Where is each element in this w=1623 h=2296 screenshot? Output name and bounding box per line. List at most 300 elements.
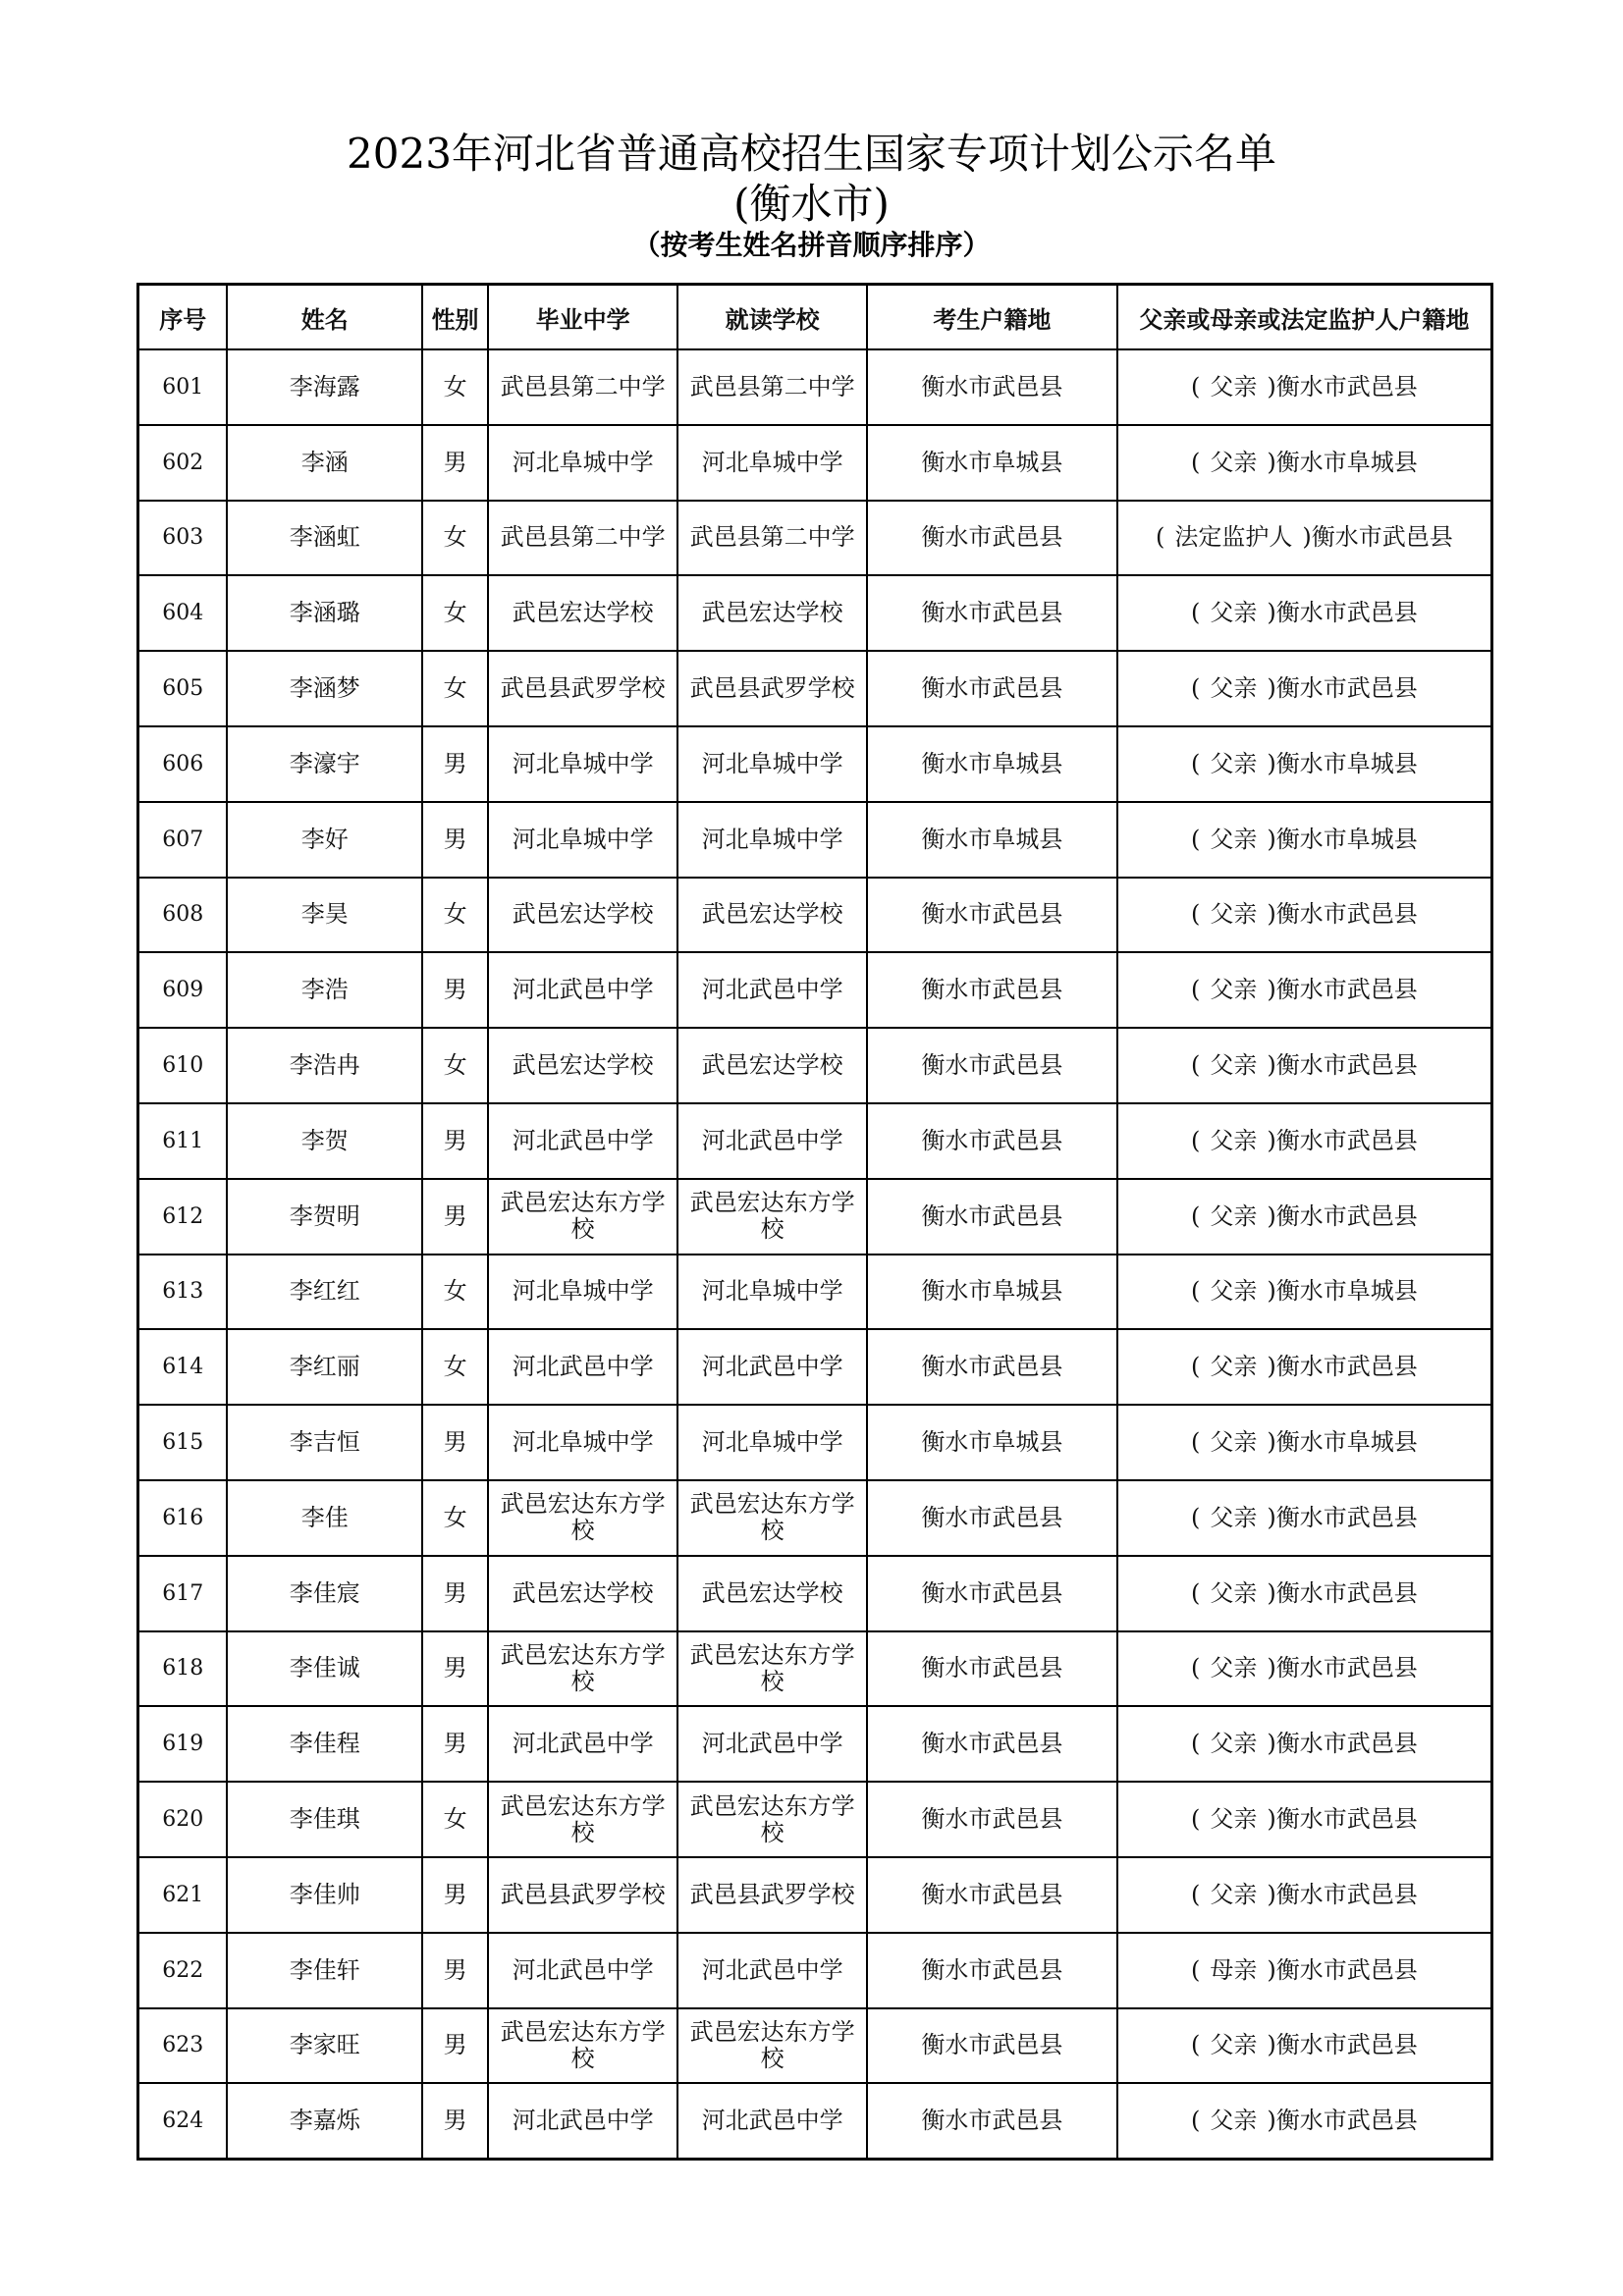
cell-name: 李佳 — [227, 1480, 422, 1556]
cell-hukou: 衡水市武邑县 — [867, 2083, 1117, 2159]
cell-grad-school: 河北阜城中学 — [488, 802, 677, 878]
cell-study-school: 武邑宏达东方学校 — [677, 1782, 867, 1857]
table-row — [138, 2083, 1492, 2159]
cell-grad-school: 武邑宏达东方学校 — [488, 1179, 677, 1255]
cell-grad-school: 武邑宏达东方学校 — [488, 1631, 677, 1707]
open-paren: ( — [1190, 1353, 1201, 1381]
cell-hukou: 衡水市武邑县 — [867, 2008, 1117, 2084]
cell-guardian-hukou — [1117, 1782, 1492, 1857]
cell-grad-school: 武邑县第二中学 — [488, 501, 677, 576]
guardian-relation: 父亲 — [1210, 599, 1258, 627]
close-paren: ) — [1267, 900, 1276, 929]
cell-study-school: 河北阜城中学 — [677, 1405, 867, 1480]
guardian-relation: 父亲 — [1210, 1503, 1258, 1531]
cell-no: 619 — [138, 1706, 228, 1782]
cell-no: 612 — [138, 1179, 228, 1255]
guardian-relation: 父亲 — [1210, 448, 1258, 476]
cell-guardian-hukou — [1117, 425, 1492, 501]
cell-hukou: 衡水市阜城县 — [867, 1255, 1117, 1330]
close-paren: ) — [1267, 1880, 1276, 1908]
close-paren: ) — [1267, 2107, 1276, 2135]
cell-guardian-hukou — [1117, 1631, 1492, 1707]
cell-gender: 女 — [422, 651, 488, 726]
guardian-hukou-value: 衡水市武邑县 — [1275, 1353, 1418, 1381]
cell-gender: 男 — [422, 1103, 488, 1179]
close-paren: ) — [1302, 523, 1312, 552]
cell-study-school: 河北武邑中学 — [677, 1329, 867, 1405]
guardian-hukou-value: 衡水市武邑县 — [1275, 976, 1418, 1004]
close-paren: ) — [1267, 1277, 1276, 1306]
guardian-relation: 父亲 — [1210, 2107, 1258, 2135]
open-paren: ( — [1190, 1730, 1201, 1758]
cell-name: 李涵 — [227, 425, 422, 501]
cell-name: 李佳诚 — [227, 1631, 422, 1707]
cell-no: 618 — [138, 1631, 228, 1707]
table-row — [138, 2008, 1492, 2084]
table-row — [138, 1480, 1492, 1556]
cell-guardian-hukou — [1117, 651, 1492, 726]
guardian-relation: 父亲 — [1210, 1353, 1258, 1381]
cell-hukou: 衡水市阜城县 — [867, 802, 1117, 878]
cell-name: 李红丽 — [227, 1329, 422, 1405]
table-row — [138, 349, 1492, 425]
table-header-row — [138, 285, 1492, 350]
cell-hukou: 衡水市武邑县 — [867, 1782, 1117, 1857]
close-paren: ) — [1267, 1051, 1276, 1080]
cell-grad-school: 武邑宏达学校 — [488, 1028, 677, 1103]
cell-study-school: 武邑宏达学校 — [677, 575, 867, 651]
cell-guardian-hukou — [1117, 1103, 1492, 1179]
cell-study-school: 武邑县第二中学 — [677, 349, 867, 425]
close-paren: ) — [1267, 1654, 1276, 1682]
guardian-relation: 父亲 — [1210, 1730, 1258, 1758]
guardian-relation: 父亲 — [1210, 749, 1258, 777]
guardian-relation: 父亲 — [1210, 1880, 1258, 1908]
cell-gender: 男 — [422, 726, 488, 802]
guardian-hukou-value: 衡水市武邑县 — [1275, 1805, 1418, 1834]
cell-study-school: 河北阜城中学 — [677, 425, 867, 501]
cell-hukou: 衡水市武邑县 — [867, 1329, 1117, 1405]
guardian-hukou-value: 衡水市武邑县 — [1275, 1126, 1418, 1154]
guardian-relation: 父亲 — [1210, 1201, 1258, 1230]
table-row — [138, 575, 1492, 651]
cell-grad-school: 武邑宏达学校 — [488, 878, 677, 953]
guardian-hukou-value: 衡水市阜城县 — [1275, 448, 1418, 476]
guardian-relation: 父亲 — [1210, 1654, 1258, 1682]
table-row — [138, 1329, 1492, 1405]
open-paren: ( — [1190, 1201, 1201, 1230]
table-row — [138, 1103, 1492, 1179]
cell-guardian-hukou — [1117, 2008, 1492, 2084]
cell-hukou: 衡水市武邑县 — [867, 349, 1117, 425]
guardian-hukou-value: 衡水市阜城县 — [1275, 1428, 1418, 1457]
guardian-relation: 父亲 — [1210, 1277, 1258, 1306]
cell-grad-school: 河北阜城中学 — [488, 726, 677, 802]
cell-name: 李涵梦 — [227, 651, 422, 726]
open-paren: ( — [1190, 1126, 1201, 1154]
guardian-relation: 父亲 — [1210, 825, 1258, 853]
guardian-hukou-value: 衡水市武邑县 — [1275, 2107, 1418, 2135]
guardian-relation: 父亲 — [1210, 976, 1258, 1004]
cell-name: 李嘉烁 — [227, 2083, 422, 2159]
guardian-relation: 法定监护人 — [1174, 523, 1293, 552]
cell-no: 614 — [138, 1329, 228, 1405]
table-row — [138, 1255, 1492, 1330]
cell-gender: 女 — [422, 1480, 488, 1556]
cell-study-school: 河北武邑中学 — [677, 2083, 867, 2159]
cell-name: 李濠宇 — [227, 726, 422, 802]
close-paren: ) — [1267, 1578, 1276, 1607]
cell-study-school: 武邑宏达学校 — [677, 878, 867, 953]
cell-study-school: 武邑县第二中学 — [677, 501, 867, 576]
cell-guardian-hukou — [1117, 1706, 1492, 1782]
close-paren: ) — [1267, 1201, 1276, 1230]
close-paren: ) — [1267, 749, 1276, 777]
cell-name: 李涵璐 — [227, 575, 422, 651]
header-hukou: 考生户籍地 — [867, 285, 1117, 350]
table-row — [138, 1556, 1492, 1631]
open-paren: ( — [1190, 1051, 1201, 1080]
cell-no: 623 — [138, 2008, 228, 2084]
close-paren: ) — [1267, 825, 1276, 853]
guardian-hukou-value: 衡水市武邑县 — [1275, 372, 1418, 400]
close-paren: ) — [1267, 1730, 1276, 1758]
table-row — [138, 425, 1492, 501]
cell-name: 李佳帅 — [227, 1857, 422, 1933]
close-paren: ) — [1267, 599, 1276, 627]
cell-gender: 男 — [422, 1857, 488, 1933]
header-no: 序号 — [138, 285, 228, 350]
table-row — [138, 1706, 1492, 1782]
guardian-hukou-value: 衡水市阜城县 — [1275, 825, 1418, 853]
guardian-hukou-value: 衡水市武邑县 — [1275, 599, 1418, 627]
cell-gender: 男 — [422, 1405, 488, 1480]
cell-no: 622 — [138, 1933, 228, 2008]
cell-gender: 男 — [422, 2083, 488, 2159]
cell-guardian-hukou — [1117, 1028, 1492, 1103]
cell-no: 603 — [138, 501, 228, 576]
cell-gender: 女 — [422, 1255, 488, 1330]
cell-hukou: 衡水市阜城县 — [867, 726, 1117, 802]
cell-grad-school: 武邑宏达东方学校 — [488, 2008, 677, 2084]
cell-hukou: 衡水市武邑县 — [867, 501, 1117, 576]
cell-study-school: 武邑宏达学校 — [677, 1028, 867, 1103]
guardian-hukou-value: 衡水市武邑县 — [1311, 523, 1453, 552]
cell-no: 604 — [138, 575, 228, 651]
cell-no: 621 — [138, 1857, 228, 1933]
cell-hukou: 衡水市武邑县 — [867, 1556, 1117, 1631]
open-paren: ( — [1190, 900, 1201, 929]
cell-hukou: 衡水市武邑县 — [867, 1480, 1117, 1556]
cell-grad-school: 河北武邑中学 — [488, 952, 677, 1028]
cell-name: 李佳程 — [227, 1706, 422, 1782]
close-paren: ) — [1267, 2031, 1276, 2059]
open-paren: ( — [1190, 2031, 1201, 2059]
cell-study-school: 武邑宏达东方学校 — [677, 1179, 867, 1255]
cell-name: 李好 — [227, 802, 422, 878]
guardian-hukou-value: 衡水市武邑县 — [1275, 1880, 1418, 1908]
cell-grad-school: 武邑县武罗学校 — [488, 651, 677, 726]
guardian-relation: 母亲 — [1210, 1955, 1258, 1984]
guardian-relation: 父亲 — [1210, 1126, 1258, 1154]
cell-guardian-hukou — [1117, 2083, 1492, 2159]
cell-guardian-hukou — [1117, 1480, 1492, 1556]
guardian-hukou-value: 衡水市武邑县 — [1275, 1730, 1418, 1758]
guardian-hukou-value: 衡水市武邑县 — [1275, 1051, 1418, 1080]
cell-name: 李家旺 — [227, 2008, 422, 2084]
open-paren: ( — [1190, 1503, 1201, 1531]
cell-guardian-hukou — [1117, 349, 1492, 425]
cell-hukou: 衡水市武邑县 — [867, 651, 1117, 726]
document-subtitle: (衡水市) — [733, 180, 890, 228]
header-name: 姓名 — [227, 285, 422, 350]
cell-grad-school: 河北阜城中学 — [488, 1255, 677, 1330]
close-paren: ) — [1267, 1955, 1276, 1984]
table-row — [138, 878, 1492, 953]
cell-hukou: 衡水市阜城县 — [867, 1405, 1117, 1480]
header-study-school: 就读学校 — [677, 285, 867, 350]
open-paren: ( — [1190, 674, 1201, 703]
table-row — [138, 501, 1492, 576]
table-row — [138, 1857, 1492, 1933]
cell-guardian-hukou — [1117, 802, 1492, 878]
cell-gender: 女 — [422, 501, 488, 576]
cell-grad-school: 武邑县武罗学校 — [488, 1857, 677, 1933]
guardian-hukou-value: 衡水市武邑县 — [1275, 1503, 1418, 1531]
cell-gender: 男 — [422, 802, 488, 878]
cell-guardian-hukou — [1117, 501, 1492, 576]
cell-grad-school: 武邑宏达学校 — [488, 575, 677, 651]
cell-no: 611 — [138, 1103, 228, 1179]
table-row — [138, 1028, 1492, 1103]
cell-grad-school: 河北武邑中学 — [488, 1329, 677, 1405]
cell-name: 李吉恒 — [227, 1405, 422, 1480]
guardian-hukou-value: 衡水市武邑县 — [1275, 1654, 1418, 1682]
cell-guardian-hukou — [1117, 952, 1492, 1028]
table-row — [138, 726, 1492, 802]
cell-gender: 男 — [422, 1933, 488, 2008]
cell-grad-school: 武邑宏达东方学校 — [488, 1782, 677, 1857]
cell-hukou: 衡水市武邑县 — [867, 575, 1117, 651]
close-paren: ) — [1267, 1126, 1276, 1154]
cell-name: 李佳轩 — [227, 1933, 422, 2008]
cell-no: 601 — [138, 349, 228, 425]
cell-study-school: 武邑宏达学校 — [677, 1556, 867, 1631]
cell-hukou: 衡水市武邑县 — [867, 1179, 1117, 1255]
cell-no: 609 — [138, 952, 228, 1028]
open-paren: ( — [1190, 599, 1201, 627]
cell-hukou: 衡水市武邑县 — [867, 1857, 1117, 1933]
cell-no: 615 — [138, 1405, 228, 1480]
cell-name: 李海露 — [227, 349, 422, 425]
table-row — [138, 1179, 1492, 1255]
guardian-hukou-value: 衡水市阜城县 — [1275, 1277, 1418, 1306]
open-paren: ( — [1190, 1955, 1201, 1984]
cell-name: 李佳琪 — [227, 1782, 422, 1857]
guardian-hukou-value: 衡水市武邑县 — [1275, 2031, 1418, 2059]
cell-hukou: 衡水市武邑县 — [867, 1933, 1117, 2008]
open-paren: ( — [1190, 825, 1201, 853]
table-row — [138, 651, 1492, 726]
open-paren: ( — [1190, 1805, 1201, 1834]
cell-no: 620 — [138, 1782, 228, 1857]
cell-grad-school: 武邑宏达东方学校 — [488, 1480, 677, 1556]
cell-guardian-hukou — [1117, 1179, 1492, 1255]
cell-gender: 女 — [422, 575, 488, 651]
cell-gender: 男 — [422, 1706, 488, 1782]
cell-no: 607 — [138, 802, 228, 878]
cell-grad-school: 河北阜城中学 — [488, 425, 677, 501]
cell-guardian-hukou — [1117, 878, 1492, 953]
cell-gender: 男 — [422, 425, 488, 501]
cell-hukou: 衡水市武邑县 — [867, 1706, 1117, 1782]
cell-guardian-hukou — [1117, 1255, 1492, 1330]
header-gender: 性别 — [422, 285, 488, 350]
guardian-relation: 父亲 — [1210, 900, 1258, 929]
document-title: 2023年河北省普通高校招生国家专项计划公示名单 — [347, 130, 1276, 178]
cell-gender: 女 — [422, 349, 488, 425]
cell-gender: 女 — [422, 1028, 488, 1103]
cell-no: 624 — [138, 2083, 228, 2159]
cell-guardian-hukou — [1117, 575, 1492, 651]
cell-name: 李浩冉 — [227, 1028, 422, 1103]
guardian-hukou-value: 衡水市武邑县 — [1275, 1201, 1418, 1230]
table-row — [138, 952, 1492, 1028]
cell-grad-school: 武邑宏达学校 — [488, 1556, 677, 1631]
open-paren: ( — [1190, 1654, 1201, 1682]
close-paren: ) — [1267, 976, 1276, 1004]
open-paren: ( — [1190, 2107, 1201, 2135]
cell-name: 李浩 — [227, 952, 422, 1028]
cell-no: 613 — [138, 1255, 228, 1330]
table-row — [138, 1631, 1492, 1707]
guardian-hukou-value: 衡水市武邑县 — [1275, 900, 1418, 929]
cell-hukou: 衡水市武邑县 — [867, 1103, 1117, 1179]
cell-gender: 男 — [422, 2008, 488, 2084]
cell-no: 610 — [138, 1028, 228, 1103]
cell-study-school: 武邑县武罗学校 — [677, 651, 867, 726]
guardian-relation: 父亲 — [1210, 372, 1258, 400]
student-list-table — [136, 283, 1493, 2161]
cell-gender: 女 — [422, 1329, 488, 1405]
cell-guardian-hukou — [1117, 1405, 1492, 1480]
cell-guardian-hukou — [1117, 1933, 1492, 2008]
guardian-relation: 父亲 — [1210, 2031, 1258, 2059]
cell-no: 605 — [138, 651, 228, 726]
cell-study-school: 河北阜城中学 — [677, 802, 867, 878]
close-paren: ) — [1267, 674, 1276, 703]
cell-hukou: 衡水市阜城县 — [867, 425, 1117, 501]
cell-gender: 男 — [422, 1556, 488, 1631]
cell-name: 李红红 — [227, 1255, 422, 1330]
guardian-relation: 父亲 — [1210, 1805, 1258, 1834]
guardian-hukou-value: 衡水市武邑县 — [1275, 1955, 1418, 1984]
guardian-hukou-value: 衡水市阜城县 — [1275, 749, 1418, 777]
guardian-relation: 父亲 — [1210, 1428, 1258, 1457]
guardian-relation: 父亲 — [1210, 674, 1258, 703]
open-paren: ( — [1190, 448, 1201, 476]
open-paren: ( — [1190, 1428, 1201, 1457]
header-guardian-hukou: 父亲或母亲或法定监护人户籍地 — [1117, 285, 1492, 350]
close-paren: ) — [1267, 448, 1276, 476]
cell-grad-school: 河北阜城中学 — [488, 1405, 677, 1480]
cell-study-school: 河北武邑中学 — [677, 1103, 867, 1179]
close-paren: ) — [1267, 1503, 1276, 1531]
cell-study-school: 河北武邑中学 — [677, 952, 867, 1028]
sort-note: （按考生姓名拼音顺序排序） — [632, 229, 991, 261]
close-paren: ) — [1267, 1353, 1276, 1381]
cell-hukou: 衡水市武邑县 — [867, 952, 1117, 1028]
open-paren: ( — [1190, 1277, 1201, 1306]
cell-name: 李贺 — [227, 1103, 422, 1179]
guardian-relation: 父亲 — [1210, 1578, 1258, 1607]
cell-gender: 男 — [422, 1631, 488, 1707]
cell-name: 李涵虹 — [227, 501, 422, 576]
cell-guardian-hukou — [1117, 726, 1492, 802]
cell-no: 606 — [138, 726, 228, 802]
table-row — [138, 1782, 1492, 1857]
guardian-hukou-value: 衡水市武邑县 — [1275, 1578, 1418, 1607]
header-grad-school: 毕业中学 — [488, 285, 677, 350]
cell-study-school: 河北武邑中学 — [677, 1933, 867, 2008]
cell-study-school: 河北阜城中学 — [677, 1255, 867, 1330]
cell-name: 李昊 — [227, 878, 422, 953]
cell-no: 602 — [138, 425, 228, 501]
cell-grad-school: 武邑县第二中学 — [488, 349, 677, 425]
open-paren: ( — [1190, 372, 1201, 400]
table-row — [138, 1933, 1492, 2008]
cell-name: 李佳宸 — [227, 1556, 422, 1631]
guardian-relation: 父亲 — [1210, 1051, 1258, 1080]
open-paren: ( — [1190, 976, 1201, 1004]
cell-grad-school: 河北武邑中学 — [488, 1933, 677, 2008]
cell-hukou: 衡水市武邑县 — [867, 878, 1117, 953]
cell-no: 616 — [138, 1480, 228, 1556]
cell-guardian-hukou — [1117, 1329, 1492, 1405]
table-row — [138, 802, 1492, 878]
cell-grad-school: 河北武邑中学 — [488, 2083, 677, 2159]
guardian-hukou-value: 衡水市武邑县 — [1275, 674, 1418, 703]
cell-grad-school: 河北武邑中学 — [488, 1103, 677, 1179]
cell-gender: 女 — [422, 1782, 488, 1857]
close-paren: ) — [1267, 1805, 1276, 1834]
cell-guardian-hukou — [1117, 1857, 1492, 1933]
cell-study-school: 武邑县武罗学校 — [677, 1857, 867, 1933]
cell-study-school: 河北阜城中学 — [677, 726, 867, 802]
cell-no: 608 — [138, 878, 228, 953]
open-paren: ( — [1190, 1880, 1201, 1908]
cell-no: 617 — [138, 1556, 228, 1631]
open-paren: ( — [1190, 749, 1201, 777]
open-paren: ( — [1190, 1578, 1201, 1607]
cell-guardian-hukou — [1117, 1556, 1492, 1631]
cell-study-school: 武邑宏达东方学校 — [677, 1631, 867, 1707]
close-paren: ) — [1267, 372, 1276, 400]
cell-hukou: 衡水市武邑县 — [867, 1028, 1117, 1103]
cell-hukou: 衡水市武邑县 — [867, 1631, 1117, 1707]
cell-study-school: 武邑宏达东方学校 — [677, 2008, 867, 2084]
cell-study-school: 河北武邑中学 — [677, 1706, 867, 1782]
cell-name: 李贺明 — [227, 1179, 422, 1255]
open-paren: ( — [1155, 523, 1165, 552]
cell-gender: 男 — [422, 1179, 488, 1255]
cell-gender: 男 — [422, 952, 488, 1028]
close-paren: ) — [1267, 1428, 1276, 1457]
cell-grad-school: 河北武邑中学 — [488, 1706, 677, 1782]
table-row — [138, 1405, 1492, 1480]
cell-study-school: 武邑宏达东方学校 — [677, 1480, 867, 1556]
cell-gender: 女 — [422, 878, 488, 953]
